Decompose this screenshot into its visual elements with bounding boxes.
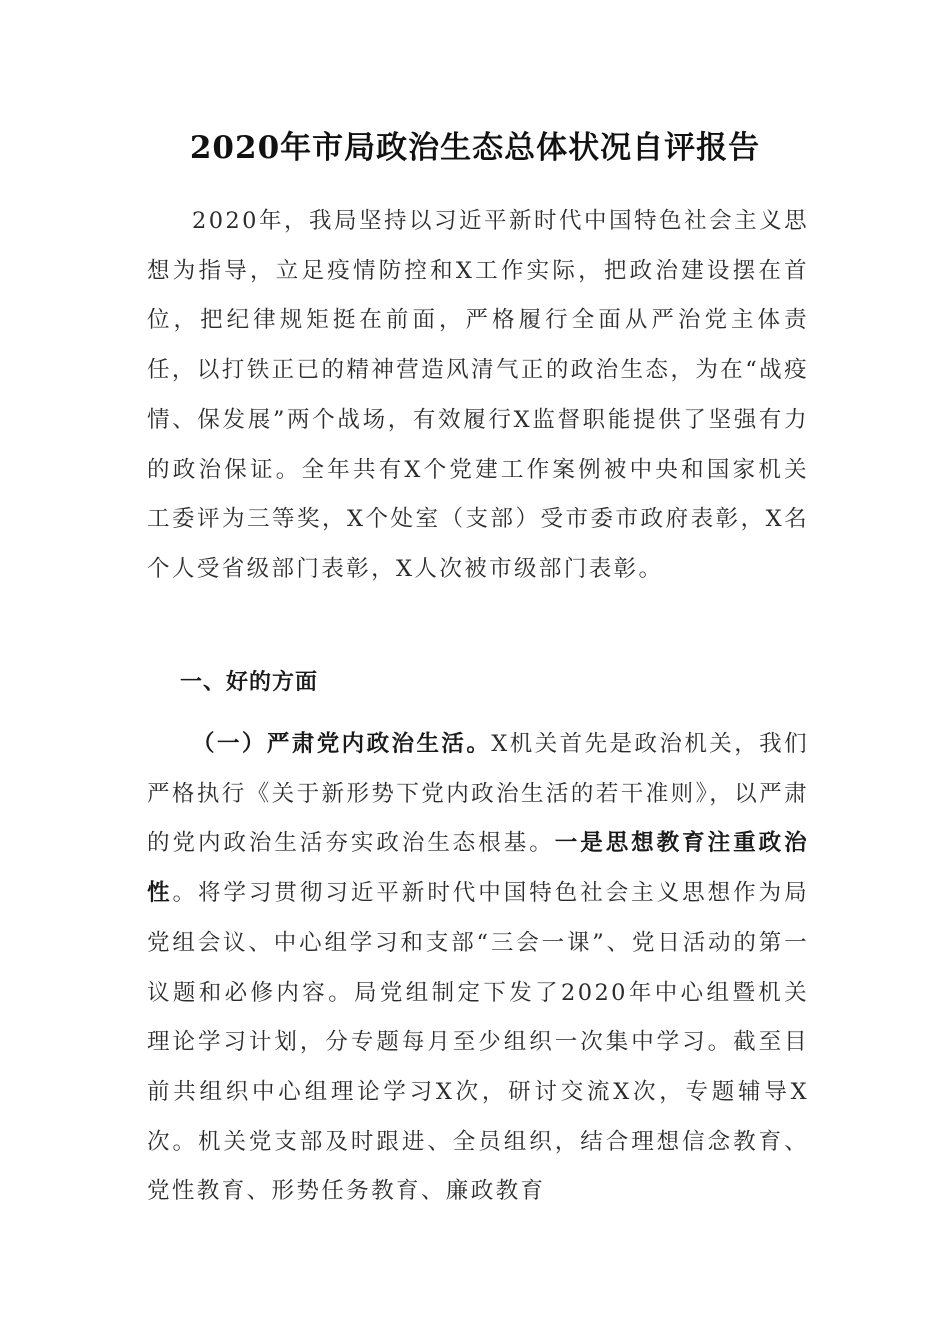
subsection-paragraph xyxy=(147,720,809,1217)
document-title: 2020年市局政治生态总体状况自评报告 xyxy=(189,130,761,166)
intro-paragraph: 2020年，我局坚持以习近平新时代中国特色社会主义思想为指导，立足疫情防控和X工作实际，把政治建设摆在首位，把纪律规矩挺在前面，严格履行全面从严治党主体责任，以打铁正已的精神营造风清气正的政治生态，为在“战疫情、保发展”两个战场，有效履行X监督职能提供了坚强有力的政治保证。全年共有X个党建工作案例被中央和国家机关工委评为三等奖，X个处室（支部）受市委市政府表彰，X名个人受省级部门表彰，X人次被市级部门表彰。 xyxy=(147,208,809,582)
point-1-lead: 一是思想教育注重政治性 xyxy=(147,830,809,907)
section-heading: 一、好的方面 xyxy=(180,670,319,695)
subsection-lead: （一）严肃党内政治生活。 xyxy=(192,731,492,757)
subsection-text-1: X机关首先是政治机关，我们严格执行《关于新形势下党内政治生活的若干准则》，以严肃的党内政治生活夯实政治生态根基。 xyxy=(147,731,809,857)
subsection-text-2: 。将学习贯彻习近平新时代中国特色社会主义思想作为局党组会议、中心组学习和支部“三会一课”、党日活动的第一议题和必修内容。局党组制定下发了2020年中心组暨机关理论学习计划，分专题每月至少组织一次集中学习。截至目前共组织中心组理论学习X次，研讨交流X次，专题辅导X次。机关党支部及时跟进、全员组织，结合理想信念教育、党性教育、形势任务教育、廉政教育 xyxy=(147,880,809,1205)
